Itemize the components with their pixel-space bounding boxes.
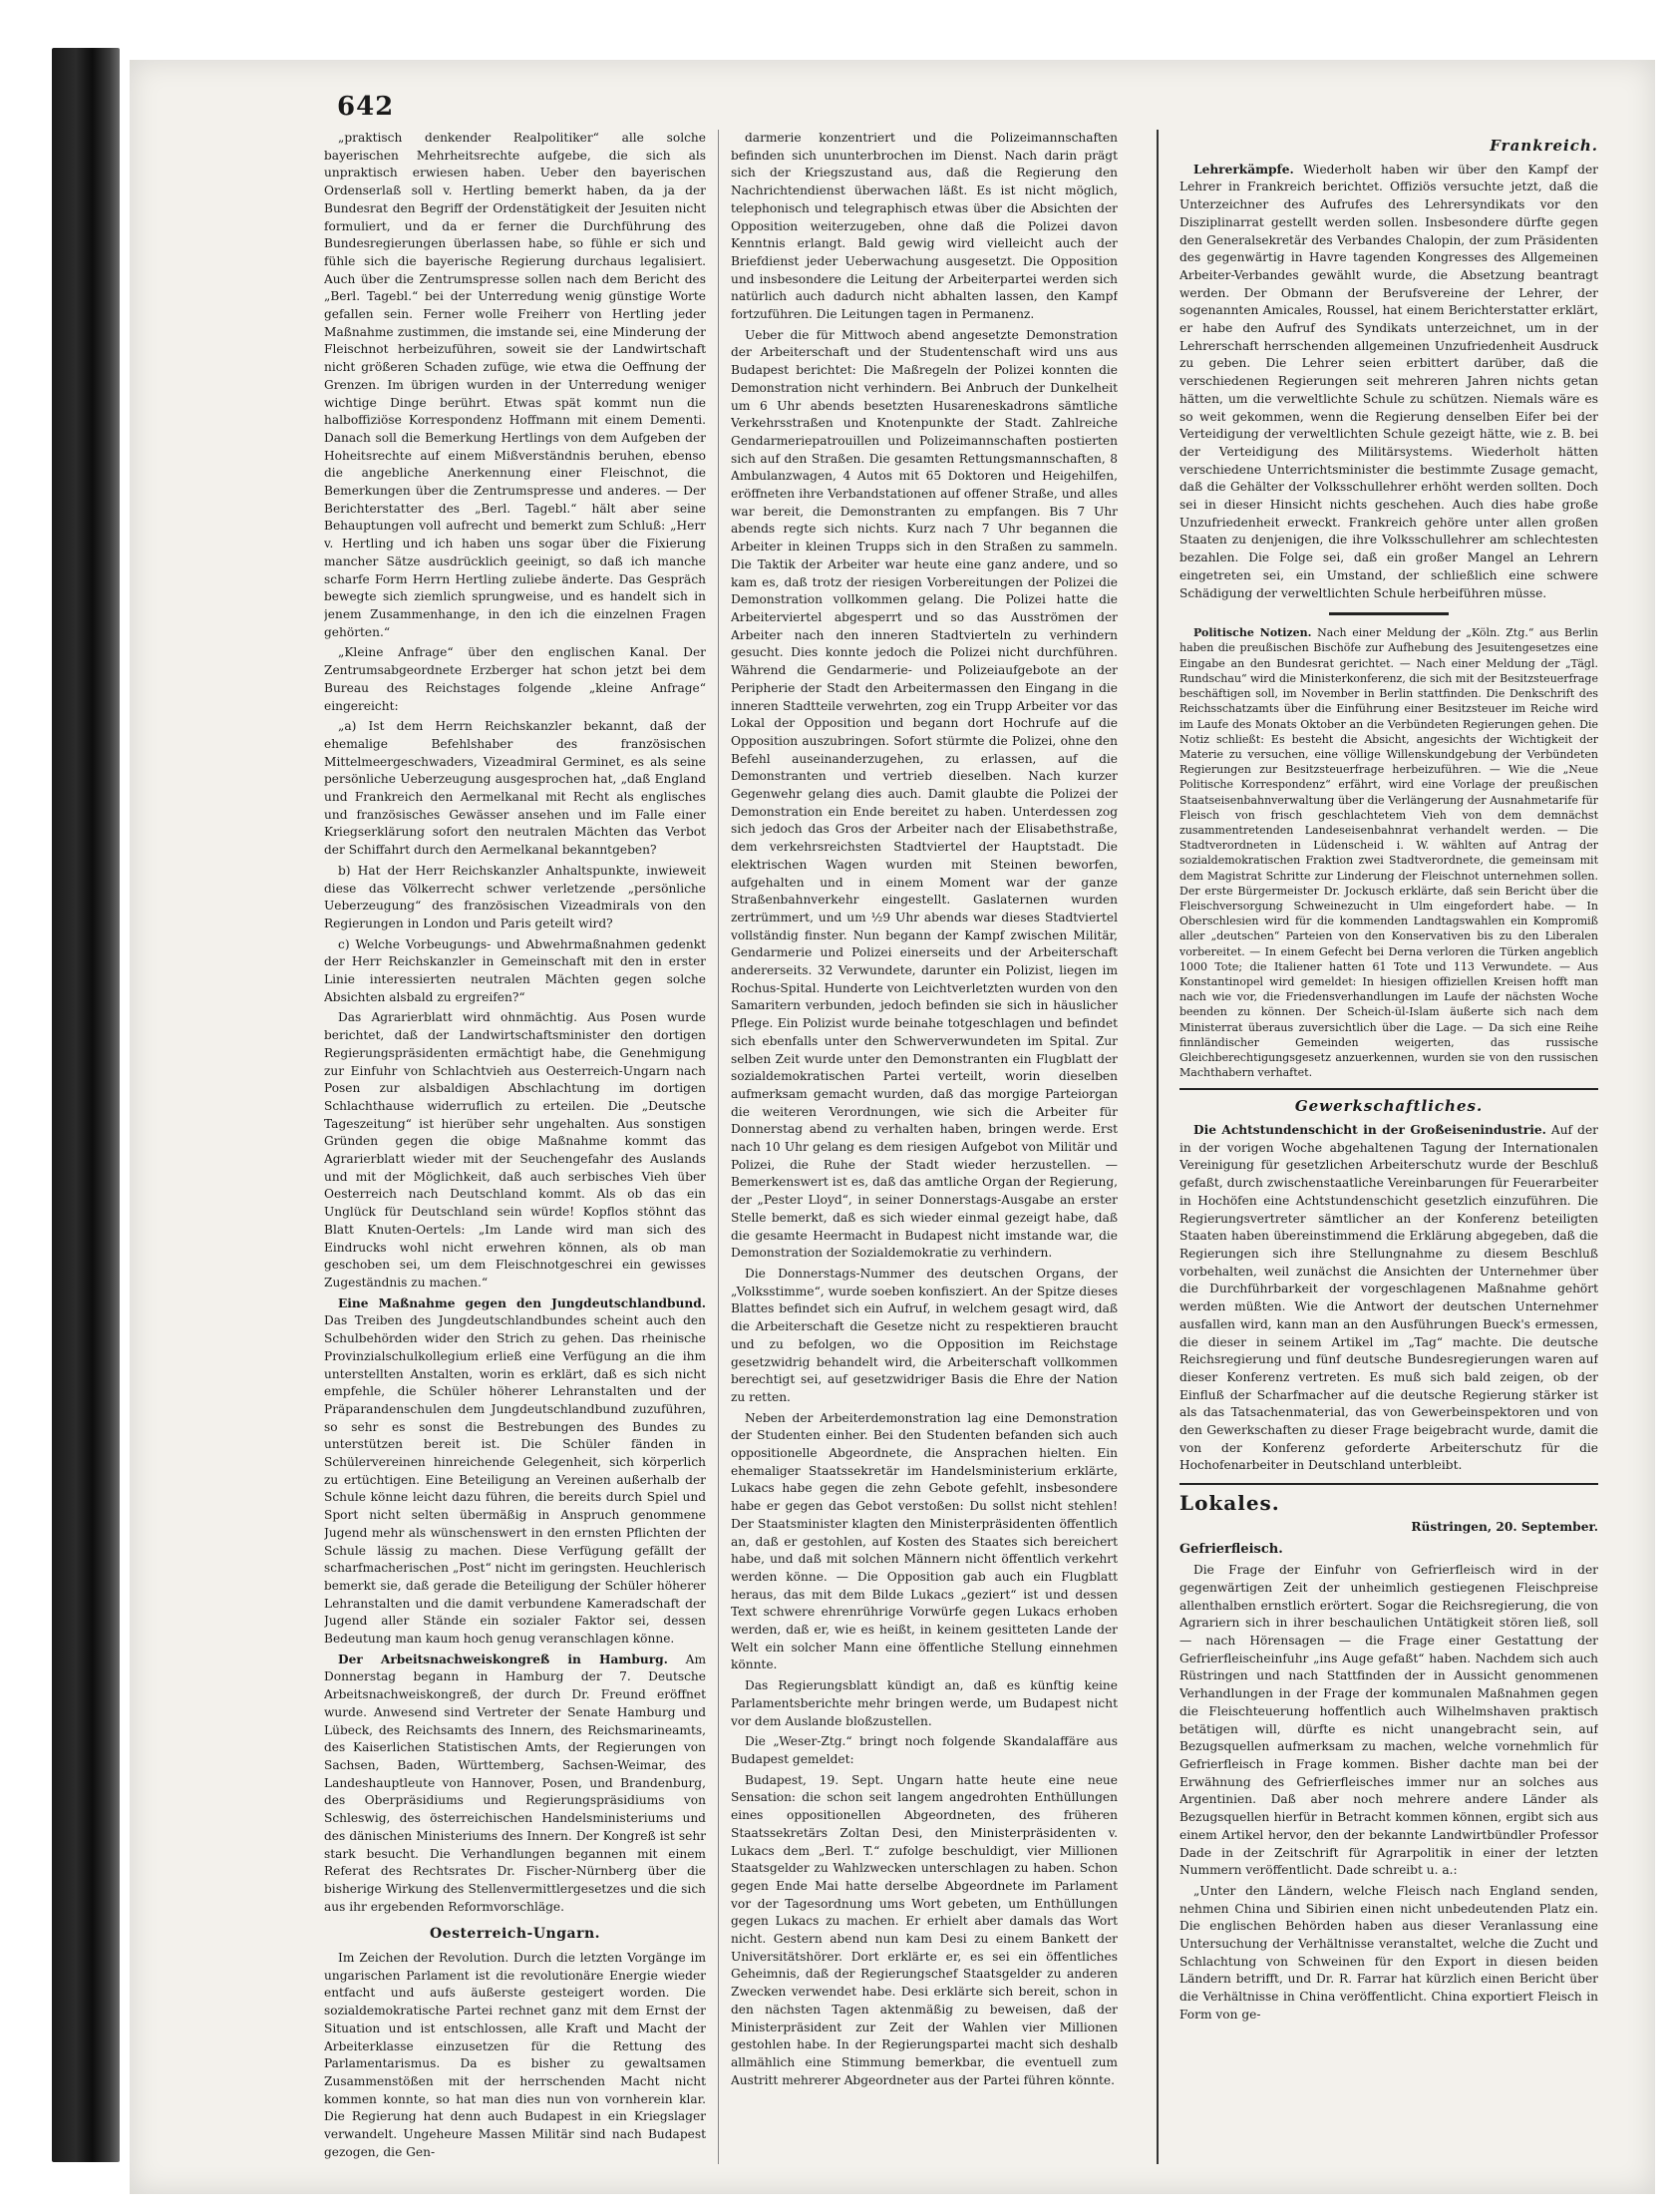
paragraph: [1179, 162, 1598, 603]
article-text: Auf der in der vorigen Woche abgehaltenen Tagung der Internationalen Vereinigung für gesetzlichen Arbeiterschutz wurde der Beschluß gefaßt, durch zwischenstaatliche Vereinbarungen für Feuerarbeiter in Hochöfen eine Achtstundenschicht gesetzlich einzuführen. Die Regierungsvertreter sämtlicher an der Konferenz beteiligten Staaten haben übereinstimmend die Erklärung abgegeben, daß die Regierungen sich ihre Stellungnahme zu diesem Beschluß vorbehalten, weil zunächst die Ansichten der Unternehmer über die Durchführbarkeit der vorgeschlagenen Maßnahme gehört werden müßten. Wie die Antwort der deutschen Unternehmer ausfallen wird, kann man an den Ausführungen Bueck's ermessen, die dieser in seinem Artikel im „Tag“ machte. Die deutsche Reichsregierung und fünf deutsche Bundesregierungen waren auf dieser Konferenz vertreten. Es muß sich bald zeigen, ob der Einfluß der Scharfmacher auf die deutsche Regierung stärker ist als das Tatsachenmaterial, das von Gewerbeinspektoren und von den Gewerkschaften zu dieser Frage beigebracht wurde, damit die von der Konferenz geforderte Arbeiterschutz für die Hochofenarbeiter in Deutschland unterbleibt.: [1179, 1123, 1598, 1473]
section-heading: Gewerkschaftliches.: [1294, 1097, 1484, 1116]
separator: [1179, 1483, 1598, 1485]
paragraph: „a) Ist dem Herrn Reichskanzler bekannt, daß der ehemalige Befehlshaber des französischen Mittelmeergeschwaders, Vizeadmiral Germinet, es als seine persönliche Ueberzeugung ausgesprochen hat, „daß England und Frankreich den Aermelkanal mit Recht als englisches und französisches Gewässer ansehen und im Falle einer Kriegserklärung sofort den neutralen Mächten das Verbot der Schiffahrt durch den Aermelkanal bekanntgeben?: [324, 719, 706, 858]
paragraph: Im Zeichen der Revolution. Durch die letzten Vorgänge im ungarischen Parlament ist die revolutionäre Energie wieder entfacht und aufs äußerste gesteigert worden. Die sozialdemokratische Partei rechnet ganz mit dem Ernst der Situation und ist entschlossen, alle Kraft und Macht der Arbeiterklasse einzusetzen für die Rettung des Parlamentarismus. Da es bisher zu gewaltsamen Zusammenstößen mit der herrschenden Macht nicht kommen konnte, so hat man dies nun von vornherein klar. Die Regierung hat denn auch Budapest in ein Kriegslager verwandelt. Ungeheure Massen Militär sind nach Budapest gezogen, die Gen-: [324, 1951, 706, 2159]
section-heading: Lokales.: [1179, 1491, 1280, 1516]
article-heading: Die Achtstundenschicht in der Großeisenindustrie.: [1193, 1123, 1546, 1138]
article-text: Am Donnerstag begann in Hamburg der 7. Deutsche Arbeitsnachweiskongreß, der durch Dr. Freund eröffnet wurde. Anwesend sind Vertreter der Senate Hamburg und Lübeck, des Reichsamts des Innern, des Reichsmarineamts, des Kaiserlichen Statistischen Amts, der Regierungen von Sachsen, Baden, Württemberg, Sachsen-Weimar, des Landeshauptleute von Hannover, Posen, und Brandenburg, des Oberpräsidiums und Regierungspräsidiums von Schleswig, des österreichischen Handelsministeriums und des dänischen Ministeriums des Innern. Der Kongreß ist sehr stark besucht. Die Verhandlungen begannen mit einem Referat des Rechtsrates Dr. Fischer-Nürnberg über die bisherige Wirkung des Stellenvermittlergesetzes und die sich aus ihr ergebenden Reformvorschläge.: [324, 1652, 706, 1914]
article-text: Nach einer Meldung der „Köln. Ztg.“ aus Berlin haben die preußischen Bischöfe zur Aufhebung des Jesuitengesetzes eine Eingabe an den Bundesrat gerichtet. — Nach einer Meldung der „Tägl. Rundschau“ wird die Ministerkonferenz, die sich mit der Besitzsteuerfrage beschäftigen soll, im November in Berlin stattfinden. Die Denkschrift des Reichsschatzamts über die Einführung einer Besitzsteuer im Reiche wird im Laufe des Monats Oktober an die Verbündeten Regierungen gehen. Die Notiz schließt: Es besteht die Absicht, angesichts der Wichtigkeit der Materie zu versuchen, eine völlige Willenskundgebung der Verbündeten Regierungen zur Besitzsteuerfrage herbeizuführen. — Wie die „Neue Politische Korrespondenz“ erfährt, wird eine Vorlage der preußischen Staatseisenbahnverwaltung über die Verlängerung der Ausnahmetarife für Fleisch von frisch geschlachtetem Vieh von dem demnächst zusammentretenden Landeseisenbahnrat verhandelt werden. — Die Stadtverordneten in Lüdenscheid i. W. wählten auf Antrag der sozialdemokratischen Fraktion zwei Stadtverordnete, die gemeinsam mit dem Magistrat Schritte zur Linderung der Fleischnot unternehmen sollen. Der erste Bürgermeister Dr. Jockusch erklärte, daß sein Bericht über die Fleischversorgung Schweinezucht in Ulm eingefordert habe. — In Oberschlesien wird für die kommenden Landtagswahlen ein Kompromiß aller „deutschen“ Parteien von den Konservativen bis zu den Liberalen vorbereitet. — In einem Gefecht bei Derna verloren die Türken angeblich 1000 Tote; die Italiener hatten 61 Tote und 113 Verwundete. — Aus Konstantinopel wird gemeldet: In hiesigen offiziellen Kreisen hofft man nach wie vor, die Friedensverhandlungen im Laufe der nächsten Woche beenden zu können. Der Scheich-ül-Islam äußerte sich nach dem Ministerrat überaus zuversichtlich über die Lage. — Da sich eine Reihe finnländischer Gemeinden weigerten, das russische Gleichberechtigungsgesetz anzuerkennen, wurden sie von den russischen Machthabern verhaftet.: [1179, 626, 1598, 1080]
column-2: [731, 130, 1118, 2174]
paragraph: Die Frage der Einfuhr von Gefrierfleisch wird in der gegenwärtigen Zeit der unheimlich gestiegenen Fleischpreise allenthalben ernstlich erörtert. Sogar die Reichsregierung, die von Agrariern sich in ihrer beschaulichen Untätigkeit stören ließ, soll — nach Hörensagen — die Frage einer Gestattung der Gefrierfleischeinfuhr „ins Auge gefaßt“ haben. Nachdem sich auch Rüstringen und nach Stattfinden der in Aussicht genommenen Verhandlungen in der Frage der kommunalen Maßnahmen gegen die Fleischteuerung hoffentlich auch Wilhelmshaven praktisch betätigen will, dürfte es nicht unangebracht sein, auf Bezugsquellen aufmerksam zu machen, welche vornehmlich für Gefrierfleisch in Frage kommen. Bisher dachte man bei der Erwähnung des Gefrierfleisches immer nur an solches aus Argentinien. Daß aber noch mehrere andere Länder als Bezugsquellen hierfür in Betracht kommen können, ergibt sich aus einem Artikel hervor, den der bekannte Landwirtbündler Professor Dade in der Zeitschrift für Agrarpolitik in einer der letzten Nummern veröffentlicht. Dade schreibt u. a.:: [1179, 1563, 1598, 1878]
paragraph: darmerie konzentriert und die Polizeimannschaften befinden sich ununterbrochen im Dienst. Nach darin prägt sich der Kriegszustand aus, daß die Regierung den Nachrichtendienst überwachen läßt. Es ist nicht möglich, telephonisch und telegraphisch etwas über die Absichten der Opposition weiterzugeben, ohne daß die Polizei davon Kenntnis erlangt. Bald gewig wird vielleicht auch der Briefdienst jeder Ueberwachung ausgesetzt. Die Opposition und insbesondere die Leitung der Arbeiterpartei werden sich natürlich auch dadurch nicht abhalten lassen, den Kampf fortzuführen. Die Leitungen tagen in Permanenz.: [731, 131, 1118, 322]
page-number: 642: [337, 92, 395, 122]
column-3: [1179, 130, 1598, 2174]
dateline: Rüstringen, 20. September.: [1411, 1519, 1598, 1534]
paragraph: [1179, 1122, 1598, 1475]
separator: [1179, 1088, 1598, 1090]
article-heading: Der Arbeitsnachweiskongreß in Hamburg.: [338, 1652, 668, 1666]
book-binding: [52, 48, 120, 2162]
article-heading: Lehrerkämpfe.: [1193, 162, 1294, 177]
column-rule: [1157, 130, 1159, 2164]
paragraph: b) Hat der Herr Reichskanzler Anhaltspunkte, inwieweit diese das Völkerrecht schwer verletzende „persönliche Ueberzeugung“ des französischen Vizeadmirals von den Regierungen in London und Paris geteilt wird?: [324, 863, 706, 930]
article-heading: Politische Notizen.: [1193, 626, 1312, 640]
article-heading: Eine Maßnahme gegen den Jungdeutschlandbund.: [338, 1295, 706, 1310]
paragraph: c) Welche Vorbeugungs- und Abwehrmaßnahmen gedenkt der Herr Reichskanzler in Gemeinschaft mit den in erster Linie interessierten neutralen Mächten gegen solche Absichten alsbald zu ergreifen?“: [324, 936, 706, 1004]
column-1: [324, 130, 706, 2174]
paragraph: Ueber die für Mittwoch abend angesetzte Demonstration der Arbeiterschaft und der Studentenschaft wird uns aus Budapest berichtet: Die Maßregeln der Polizei konnten die Demonstration nicht verhindern. Bei Anbruch der Dunkelheit um 6 Uhr abends besetzten Husareneskadrons sämtliche Verkehrsstraßen und Knotenpunkte der Stadt. Zahlreiche Gendarmeriepatrouillen und Polizeimannschaften postierten sich auf den Straßen. Die gesamten Rettungsmannschaften, 8 Ambulanzwagen, 4 Autos mit 65 Doktoren und Heigehilfen, eröffneten ihre Verbandstationen auf offener Straße, und alles war bereit, die Demonstranten zu empfangen. Bis 7 Uhr abends regte sich nichts. Kurz nach 7 Uhr begannen die Arbeiter in kleinen Trupps sich in den Straßen zu sammeln. Die Taktik der Arbeiter war heute eine ganz andere, und so kam es, daß trotz der riesigen Vorbereitungen der Polizei die Demonstration vollkommen gelang. Die Polizei hatte die Arbeiterviertel abgesperrt und so das Ausströmen der Arbeiter nach den inneren Stadtvierteln zu verhindern gesucht. Dies konnte jedoch die Polizei nicht durchführen. Während die Gendarmerie- und Polizeiaufgebote an der Peripherie der Stadt den Arbeitermassen den Eingang in die inneren Stadtteile verwehrten, zog ein Trupp Arbeiter vor das Lokal der Opposition und begann dort Hochrufe auf die Opposition auszubringen. Sofort stürmte die Polizei, ohne den Befehl auseinanderzugehen, zu erlassen, auf die Demonstranten und vertrieb dieselben. Nach kurzer Gegenwehr gelang dies auch. Damit glaubte die Polizei der Demonstration ein Ende bereitet zu haben. Unterdessen zog sich jedoch das Gros der Arbeiter nach der Elisabethstraße, dem verkehrsreichsten Stadtviertel der Hauptstadt. Die elektrischen Wagen wurden mit Steinen beworfen, aufgehalten und in einem Moment war der ganze Straßenbahnverkehr eingestellt. Gaslaternen wurden zertrümmert, und um ½9 Uhr abends war dieses Stadtviertel vollständig finster. Nun begann der Kampf zwischen Militär, Gendarmerie und Polizei einerseits und der Arbeiterschaft andererseits. 32 Verwundete, darunter ein Polizist, liegen im Rochus-Spital. Hunderte von Leichtverletzten wurden von den Samaritern verbunden, jedoch befinden sie sich in häuslicher Pflege. Ein Polizist wurde beinahe totgeschlagen und befindet sich ebenfalls unter den Schwerverwundeten im Spital. Zur selben Zeit wurde unter den Demonstranten ein Flugblatt der sozialdemokratischen Partei verteilt, worin dieselben aufmerksam gemacht wurden, daß das morgige Parteiorgan die weiteren Verordnungen, wie sich die Arbeiter für Donnerstag abend zu verhalten haben, bringen werde. Erst nach 10 Uhr gelang es dem riesigen Aufgebot von Militär und Polizei, die Ruhe der Stadt wieder herzustellen. — Bemerkenswert ist es, daß das amtliche Organ der Regierung, der „Pester Lloyd“, in seiner Donnerstags-Ausgabe an erster Stelle bemerkt, daß es sich wieder einmal gezeigt habe, daß die gesamte Heermacht in Budapest nicht imstande war, die Demonstration der Sozialdemokratie zu verhindern.: [731, 327, 1118, 1261]
column-rule: [718, 130, 719, 2164]
article-text: Das Treiben des Jungdeutschlandbundes scheint auch den Schulbehörden wider den Strich zu gehen. Das rheinische Provinzialschulkollegium erließ eine Verfügung an die ihm unterstellten Anstalten, worin es erklärt, daß es sich nicht empfehle, die Schüler höherer Lehranstalten und der Präparandenschulen dem Jungdeutschlandbund zuzuführen, so sehr es sonst die Bestrebungen des Bundes zu unterstützen bereit ist. Die Schüler fänden in Schülervereinen hinreichende Gelegenheit, sich körperlich zu ertüchtigen. Eine Beteiligung an Vereinen außerhalb der Schule könne leicht dazu führen, die bereits durch Spiel und Sport nicht selten übermäßig in Anspruch genommene Jugend mehr als wünschenswert in den ernsten Pflichten der Schule lässig zu machen. Diese Verfügung gefällt der scharfmacherischen „Post“ nicht im geringsten. Heuchlerisch bemerkt sie, daß gerade die Beteiligung der Schüler höherer Lehranstalten und die damit verbundene Kameradschaft der Jugend aller Stände ein sozialer Faktor sei, dessen Bedeutung man kaum hoch genug veranschlagen könne.: [324, 1313, 706, 1647]
paragraph: Das Agrarierblatt wird ohnmächtig. Aus Posen wurde berichtet, daß der Landwirtschaftsminister den dortigen Regierungspräsidenten ermächtigt habe, die Genehmigung zur Einfuhr von Schlachtvieh aus Oesterreich-Ungarn nach Posen zur alsbaldigen Abschlachtung im dortigen Schlachthause widerruflich zu erteilen. Die „Deutsche Tageszeitung“ ist hierüber sehr ungehalten. Aus sonstigen Gründen gegen die obige Maßnahme kommt das Agrarierblatt wieder mit der Seuchengefahr des Auslands und mit der Möglichkeit, daß auch serbisches Vieh über Oesterreich nach Deutschland kommt. Als ob das ein Unglück für Deutschland sein würde! Kopflos stöhnt das Blatt Knuten-Oertels: „Im Lande wird man sich des Eindrucks wohl nicht erwehren können, als ob man geschoben sei, um dem Fleischnotgeschrei ein gewisses Zugeständnis zu machen.“: [324, 1010, 706, 1290]
paragraph: [1179, 625, 1598, 1080]
section-heading: Frankreich.: [1490, 137, 1598, 155]
separator: [1329, 612, 1449, 615]
article-heading: Gefrierfleisch.: [1179, 1541, 1283, 1557]
paragraph: Die „Weser-Ztg.“ bringt noch folgende Skandalaffäre aus Budapest gemeldet:: [731, 1734, 1118, 1766]
section-heading: Oesterreich-Ungarn.: [429, 1926, 601, 1943]
paragraph: „Kleine Anfrage“ über den englischen Kanal. Der Zentrumsabgeordnete Erzberger hat schon jetzt bei dem Bureau des Reichstages folgende „kleine Anfrage“ eingereicht:: [324, 645, 706, 713]
paragraph: Die Donnerstags-Nummer des deutschen Organs, der „Volksstimme“, wurde soeben konfisziert. An der Spitze dieses Blattes befindet sich ein Aufruf, in welchem gesagt wird, daß die Arbeiterschaft die Gesetze nicht zu respektieren braucht und zu befolgen, wo die Opposition im Reichstage gesetzwidrig behandelt wird, die Arbeiterschaft vollkommen berechtigt sei, auf gesetzwidriger Basis die Ehre der Nation zu retten.: [731, 1267, 1118, 1404]
paragraph: Neben der Arbeiterdemonstration lag eine Demonstration der Studenten einher. Bei den Studenten befanden sich auch oppositionelle Abgeordnete, die Ansprachen hielten. Ein ehemaliger Staatssekretär im Handelsministerium erklärte, Lukacs habe gegen die zehn Gebote gefehlt, insbesondere habe er gegen das Gebot verstoßen: Du sollst nicht stehlen! Der Staatsminister klagten den Ministerpräsidenten öffentlich an, daß er gestohlen, auf Kosten des Staates sich bereichert habe, und daß mit solchen Männern nicht öffentlich verkehrt werden könne. — Die Opposition gab auch ein Flugblatt heraus, das mit dem Bilde Lukacs „geziert“ ist und dessen Text schwere ehrenrührige Vorwürfe gegen Lukacs erhoben werden, daß er, wie es heißt, in keinem gesitteten Lande der Welt ein solcher Mann eine öffentliche Stellung einnehmen könnte.: [731, 1410, 1118, 1672]
paragraph: Budapest, 19. Sept. Ungarn hatte heute eine neue Sensation: die schon seit langem angedrohten Enthüllungen eines oppositionellen Abgeordneten, des früheren Staatssekretärs Zoltan Desi, den Ministerpräsidenten v. Lukacs dem „Berl. T.“ zufolge beschuldigt, vier Millionen Staatsgelder zu Wahlzwecken unterschlagen zu haben. Schon gegen Ende Mai hatte derselbe Abgeordnete im Parlament vor der Tagesordnung ums Wort gebeten, um Enthüllungen gegen Lukacs zu machen. Er erhielt aber damals das Wort nicht. Gestern abend nun kam Desi zu einem Bankett der Universitätshörer. Dort erklärte er, es sei ein öffentliches Geheimnis, daß der Regierungschef Staatsgelder zu anderen Zwecken verwendet habe. Desi erklärte sich bereit, schon in den nächsten Tagen aktenmäßig zu beweisen, daß der Ministerpräsident zur Zeit der Wahlen vier Millionen gestohlen habe. In der Regierungspartei macht sich deshalb allmählich eine Stimmung bemerkbar, die eventuell zum Austritt mehrerer Abgeordneter aus der Partei führen könnte.: [731, 1772, 1118, 2087]
paragraph: „praktisch denkender Realpolitiker“ alle solche bayerischen Mehrheitsrechte aufgebe, die sich als unpraktisch erwiesen haben. Ueber den bayerischen Ordenserlaß soll v. Hertling bemerkt haben, da ja der Bundesrat den Begriff der Ordenstätigkeit der Jesuiten nicht formuliert, und da er ferner die Durchführung des Bundesregierungen überlassen habe, so fühle er sich und fühle sich die bayerische Regierung durchaus legalisiert. Auch über die Zentrumspresse sollen nach dem Bericht des „Berl. Tagebl.“ bei der Unterredung wenig günstige Worte gefallen sein. Ferner wolle Freiherr von Hertling jeder Maßnahme zustimmen, die imstande sei, eine Minderung der Fleischnot herbeizuführen, soweit sie der Landwirtschaft nicht größeren Schaden zufüge, wie etwa die Oeffnung der Grenzen. Im übrigen wurden in der Unterredung weniger wichtige Dinge berührt. Etwas spät kommt nun die halboffiziöse Korrespondenz Hoffmann mit einem Dementi. Danach soll die Bemerkung Hertlings von dem Aufgeben der Hoheitsrechte auf einem Mißverständnis beruhen, ebenso die angebliche Anerkennung einer Fleischnot, die Bemerkungen über die Zentrumspresse und anderes. — Der Berichterstatter des „Berl. Tagebl.“ hält aber seine Behauptungen voll aufrecht und bemerkt zum Schluß: „Herr v. Hertling und ich haben uns sogar über die Fixierung mancher Sätze ausdrücklich geeinigt, so daß ich manche scharfe Form Herrn Hertling zuliebe änderte. Das Gespräch bewegte sich ziemlich sprungweise, und es handelt sich in jenem Zusammenhange, in den ich die einzelnen Fragen gehörten.“: [324, 131, 706, 639]
paragraph: „Unter den Ländern, welche Fleisch nach England senden, nehmen China und Sibirien einen nicht unbedeutenden Platz ein. Die englischen Behörden haben aus dieser Veranlassung eine Untersuchung der Verhältnisse veranstaltet, welche die Zucht und Schlachtung von Schweinen für den Export in diesen beiden Ländern betrifft, und Dr. R. Farrar hat kürzlich einen Bericht über die Verhältnisse in China veröffentlicht. China exportiert Fleisch in Form von ge-: [1179, 1883, 1598, 2022]
paragraph: Das Regierungsblatt kündigt an, daß es künftig keine Parlamentsberichte mehr bringen werde, um Budapest nicht vor dem Auslande bloßzustellen.: [731, 1678, 1118, 1728]
paragraph: [324, 1652, 706, 1917]
article-text: Wiederholt haben wir über den Kampf der Lehrer in Frankreich berichtet. Offiziös versuchte jetzt, daß die Unterzeichner des Aufrufes des Lehrersyndikats vor den Disziplinarrat gestellt werden sollen. Insbesondere dürfte gegen den Generalsekretär des Verbandes Chalopin, der zum Präsidenten des gegenwärtig in Havre tagenden Kongresses des Allgemeinen Arbeiter-Verbandes gewählt wurde, die Absetzung beantragt werden. Der Obmann der Berufsvereine der Lehrer, der sogenannten Amicales, Roussel, hat einem Berichterstatter erklärt, er habe den Aufruf des Syndikats unterzeichnet, um in der Lehrerschaft herrschenden allgemeinen Unzufriedenheit Ausdruck zu geben. Die Lehrer seien erbittert darüber, daß die verschiedenen Regierungen seit mehreren Jahren nichts getan hätten, um die verweltlichte Schule zu schützen. Niemals wäre es so weit gekommen, wenn die Regierung denselben Eifer bei der Verteidigung der verweltlichten Schule gezeigt hätte, wie z. B. bei der Verteidigung des Militärsystems. Wiederholt hätten verschiedene Unterrichtsminister die bestimmte Zusage gemacht, daß die Gehälter der Volksschullehrer erhöht werden sollten. Doch sei in dieser Hinsicht nichts geschehen. Auch dies habe große Unzufriedenheit erweckt. Frankreich gehöre unter allen großen Staaten zu denjenigen, die ihre Volksschullehrer am schlechtesten bezahlen. Die Folge sei, daß ein großer Mangel an Lehrern eingetreten sei, ein Umstand, der schließlich eine schwere Schädigung der verweltlichten Schule herbeiführen müsse.: [1179, 162, 1598, 600]
paragraph: [324, 1295, 706, 1649]
